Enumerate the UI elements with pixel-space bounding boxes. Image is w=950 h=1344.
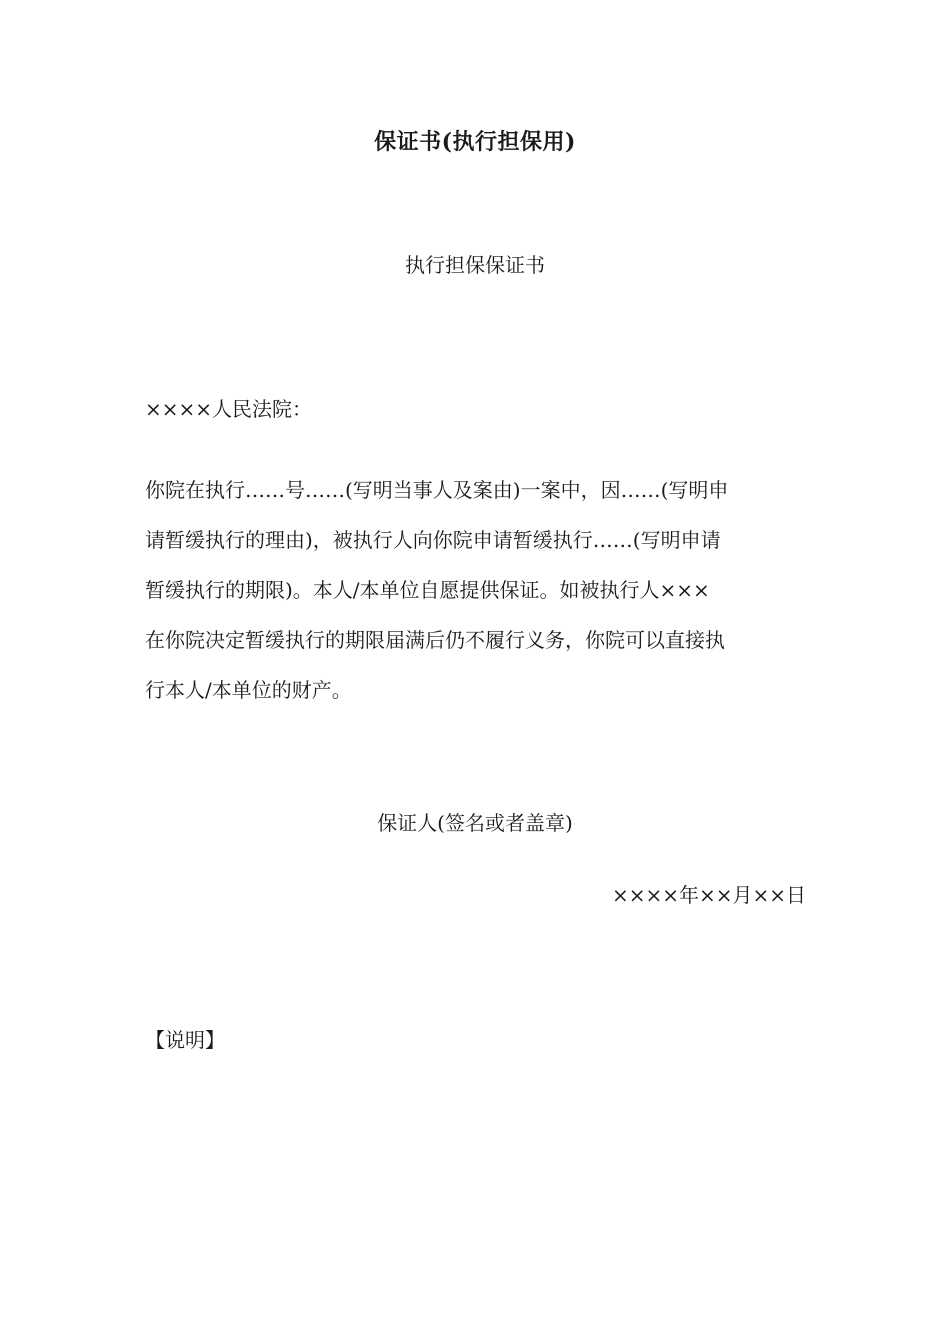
addressee: ××××人民法院： [145, 397, 313, 421]
document-title: 保证书(执行担保用) [374, 129, 576, 155]
guarantor-signature-line: 保证人(签名或者盖章) [377, 811, 573, 835]
body-line: 行本人/本单位的财产。 [145, 678, 352, 702]
body-line: 在你院决定暂缓执行的期限届满后仍不履行义务，你院可以直接执 [145, 628, 725, 652]
document-subtitle: 执行担保保证书 [405, 253, 545, 277]
body-line: 暂缓执行的期限)。本人/本单位自愿提供保证。如被执行人××× [145, 578, 710, 602]
body-line: 请暂缓执行的理由)，被执行人向你院申请暂缓执行……(写明申请 [145, 528, 721, 552]
note-heading: 【说明】 [145, 1028, 225, 1052]
date-line: ××××年××月××日 [611, 883, 806, 907]
body-paragraph [145, 465, 807, 715]
body-line: 你院在执行……号……(写明当事人及案由)一案中，因……(写明申 [145, 478, 729, 502]
